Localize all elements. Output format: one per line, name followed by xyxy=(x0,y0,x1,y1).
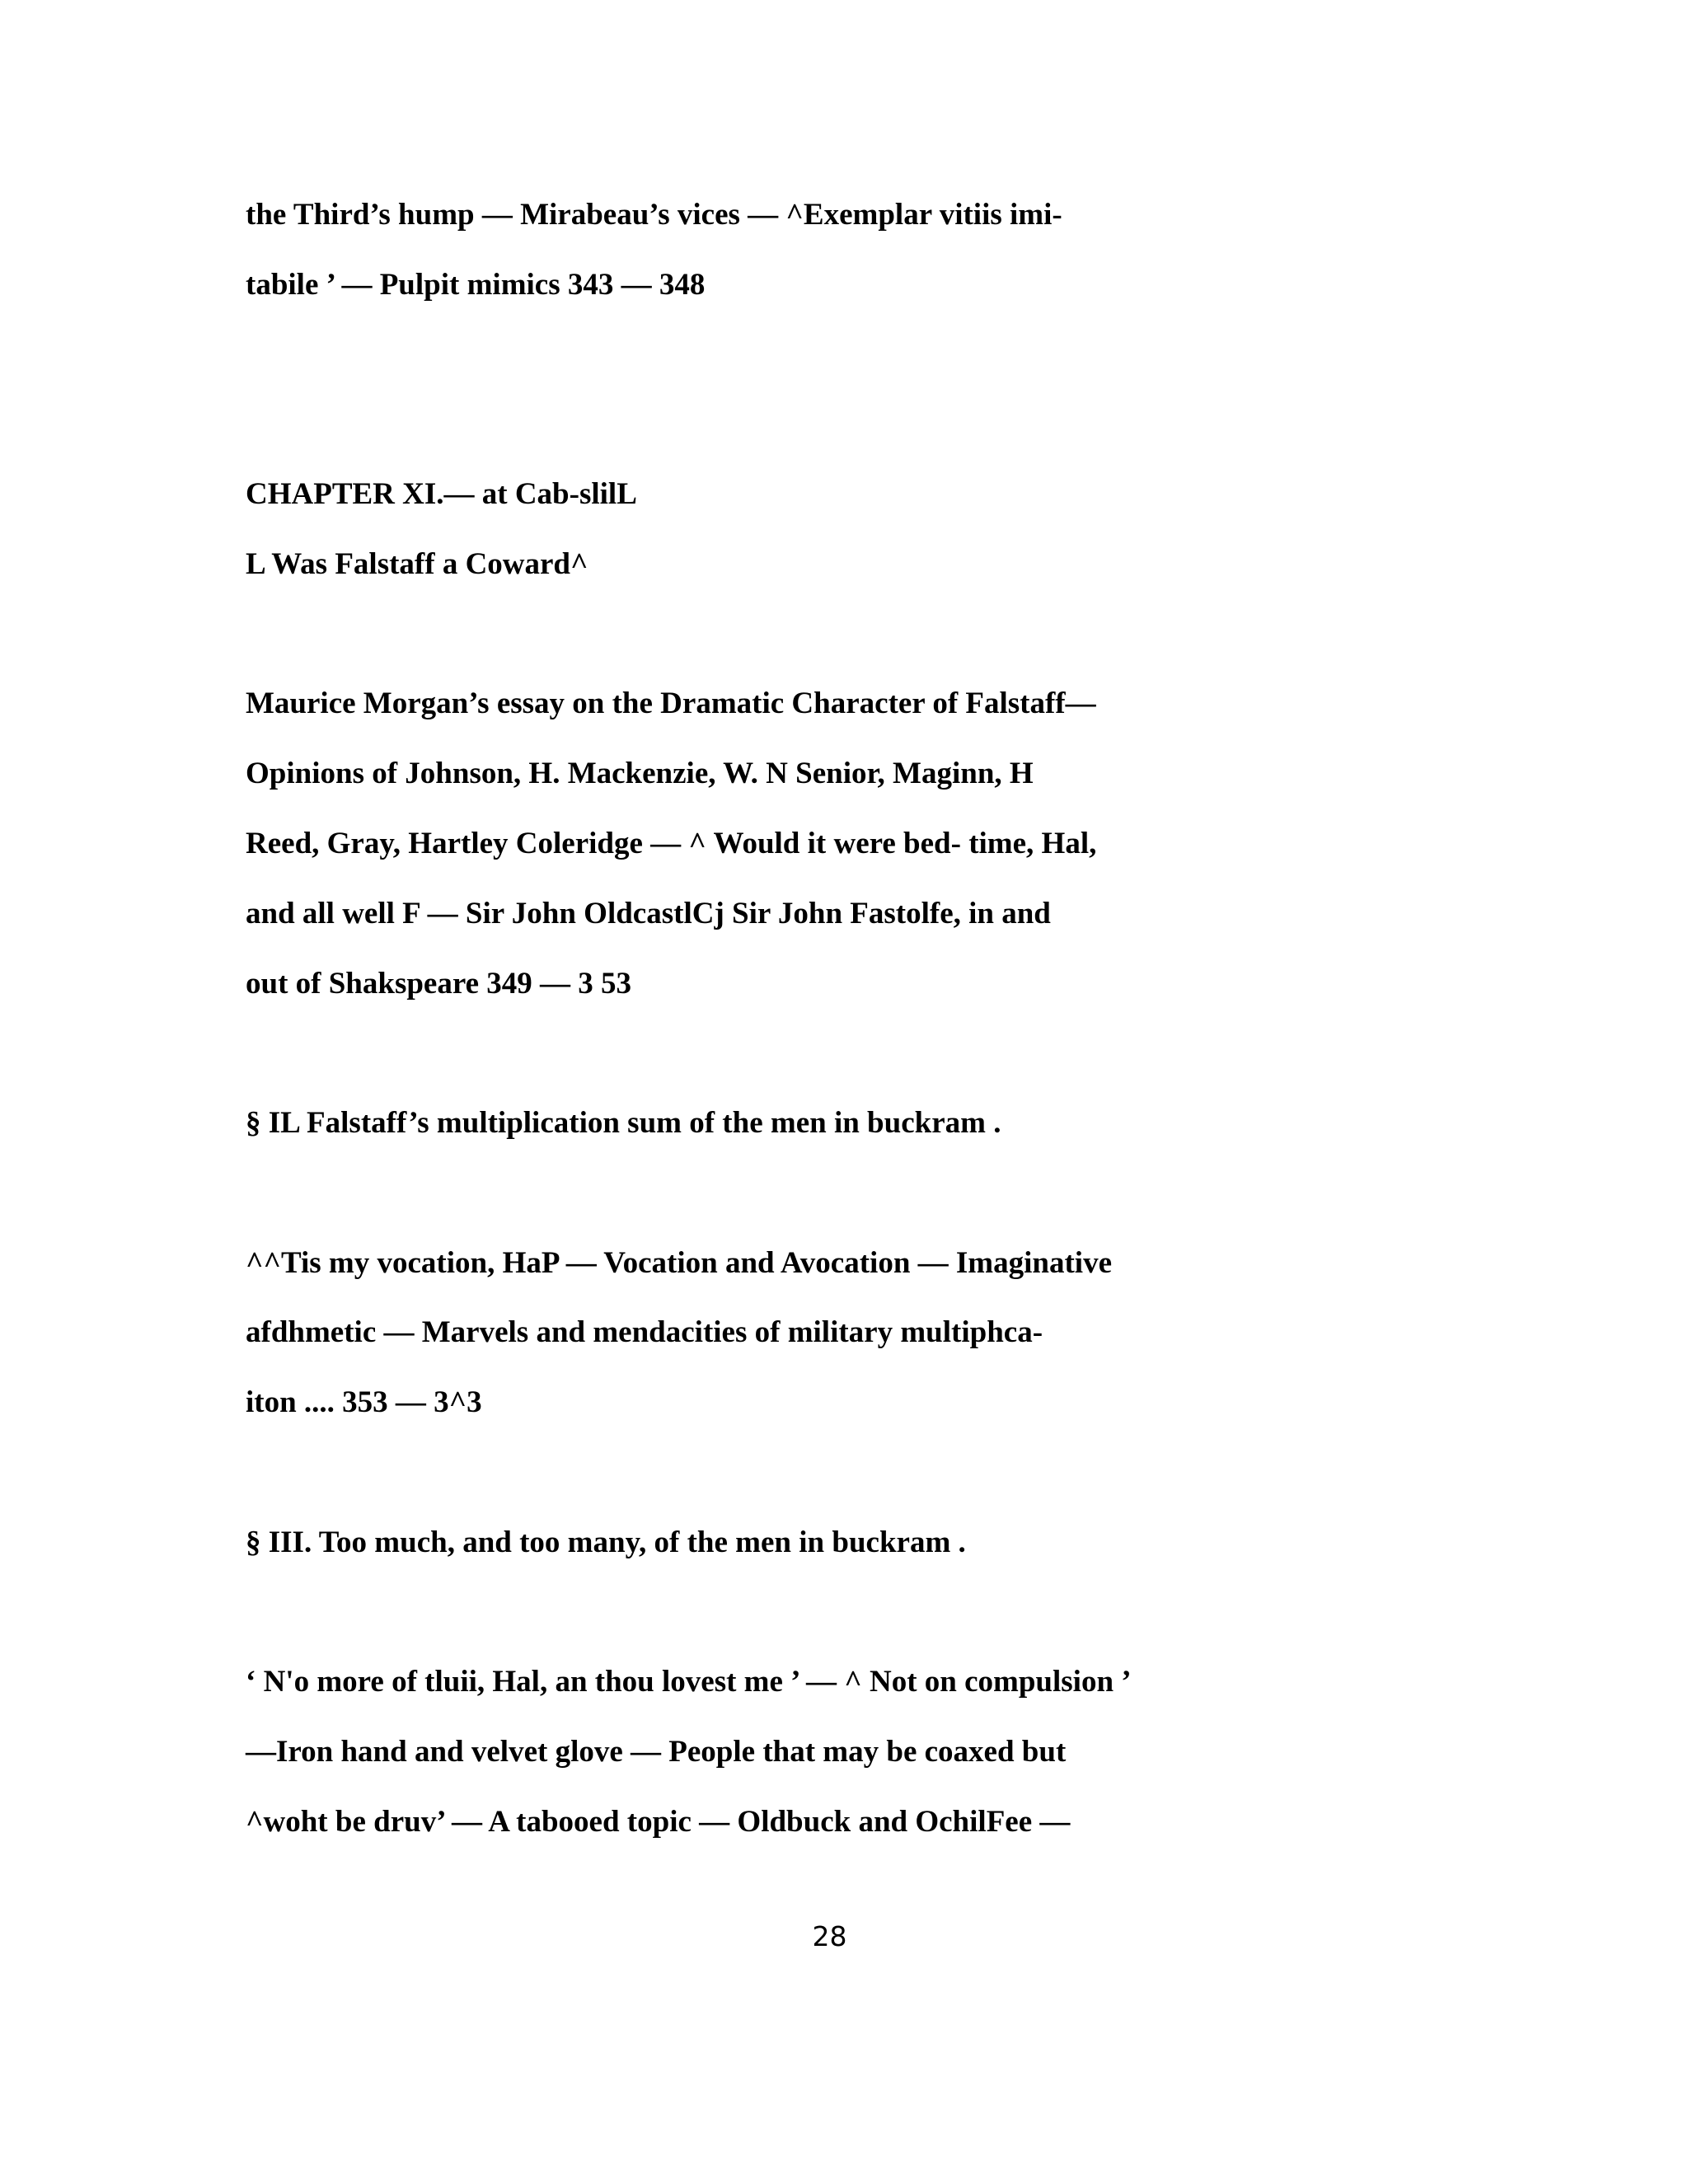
text-line: Maurice Morgan’s essay on the Dramatic Character of Falstaff— xyxy=(246,687,1096,720)
text-line: afdhmetic — Marvels and mendacities of military multiphca- xyxy=(246,1315,1043,1349)
text-line: ‘ N'o more of tluii, Hal, an thou lovest me ’ — ^ Not on compulsion ’ xyxy=(246,1665,1132,1699)
section-heading: L Was Falstaff a Coward^ xyxy=(246,547,588,581)
text-line: tabile ’ — Pulpit mimics 343 — 348 xyxy=(246,268,706,302)
page-number: 28 xyxy=(812,1920,847,1952)
text-line: ^^Tis my vocation, HaP — Vocation and Avocation — Imaginative xyxy=(246,1246,1112,1280)
section-heading: § III. Too much, and too many, of the men in buckram . xyxy=(246,1526,966,1559)
text-line: iton .... 353 — 3^3 xyxy=(246,1385,482,1419)
chapter-heading: CHAPTER XI.— at Cab-slilL xyxy=(246,477,637,511)
text-line: Opinions of Johnson, H. Mackenzie, W. N Senior, Maginn, H xyxy=(246,757,1034,790)
text-line: ^woht be druv’ — A tabooed topic — Oldbuck and OchilFee — xyxy=(246,1805,1071,1839)
section-heading: § IL Falstaff’s multiplication sum of the men in buckram . xyxy=(246,1106,1001,1140)
text-line: —Iron hand and velvet glove — People that may be coaxed but xyxy=(246,1735,1067,1769)
text-line: and all well F — Sir John OldcastlCj Sir John Fastolfe, in and xyxy=(246,897,1051,930)
text-line: Reed, Gray, Hartley Coleridge — ^ Would it were bed- time, Hal, xyxy=(246,827,1097,860)
text-line: out of Shakspeare 349 — 3 53 xyxy=(246,967,632,1001)
text-line: the Third’s hump — Mirabeau’s vices — ^Exemplar vitiis imi- xyxy=(246,198,1062,232)
